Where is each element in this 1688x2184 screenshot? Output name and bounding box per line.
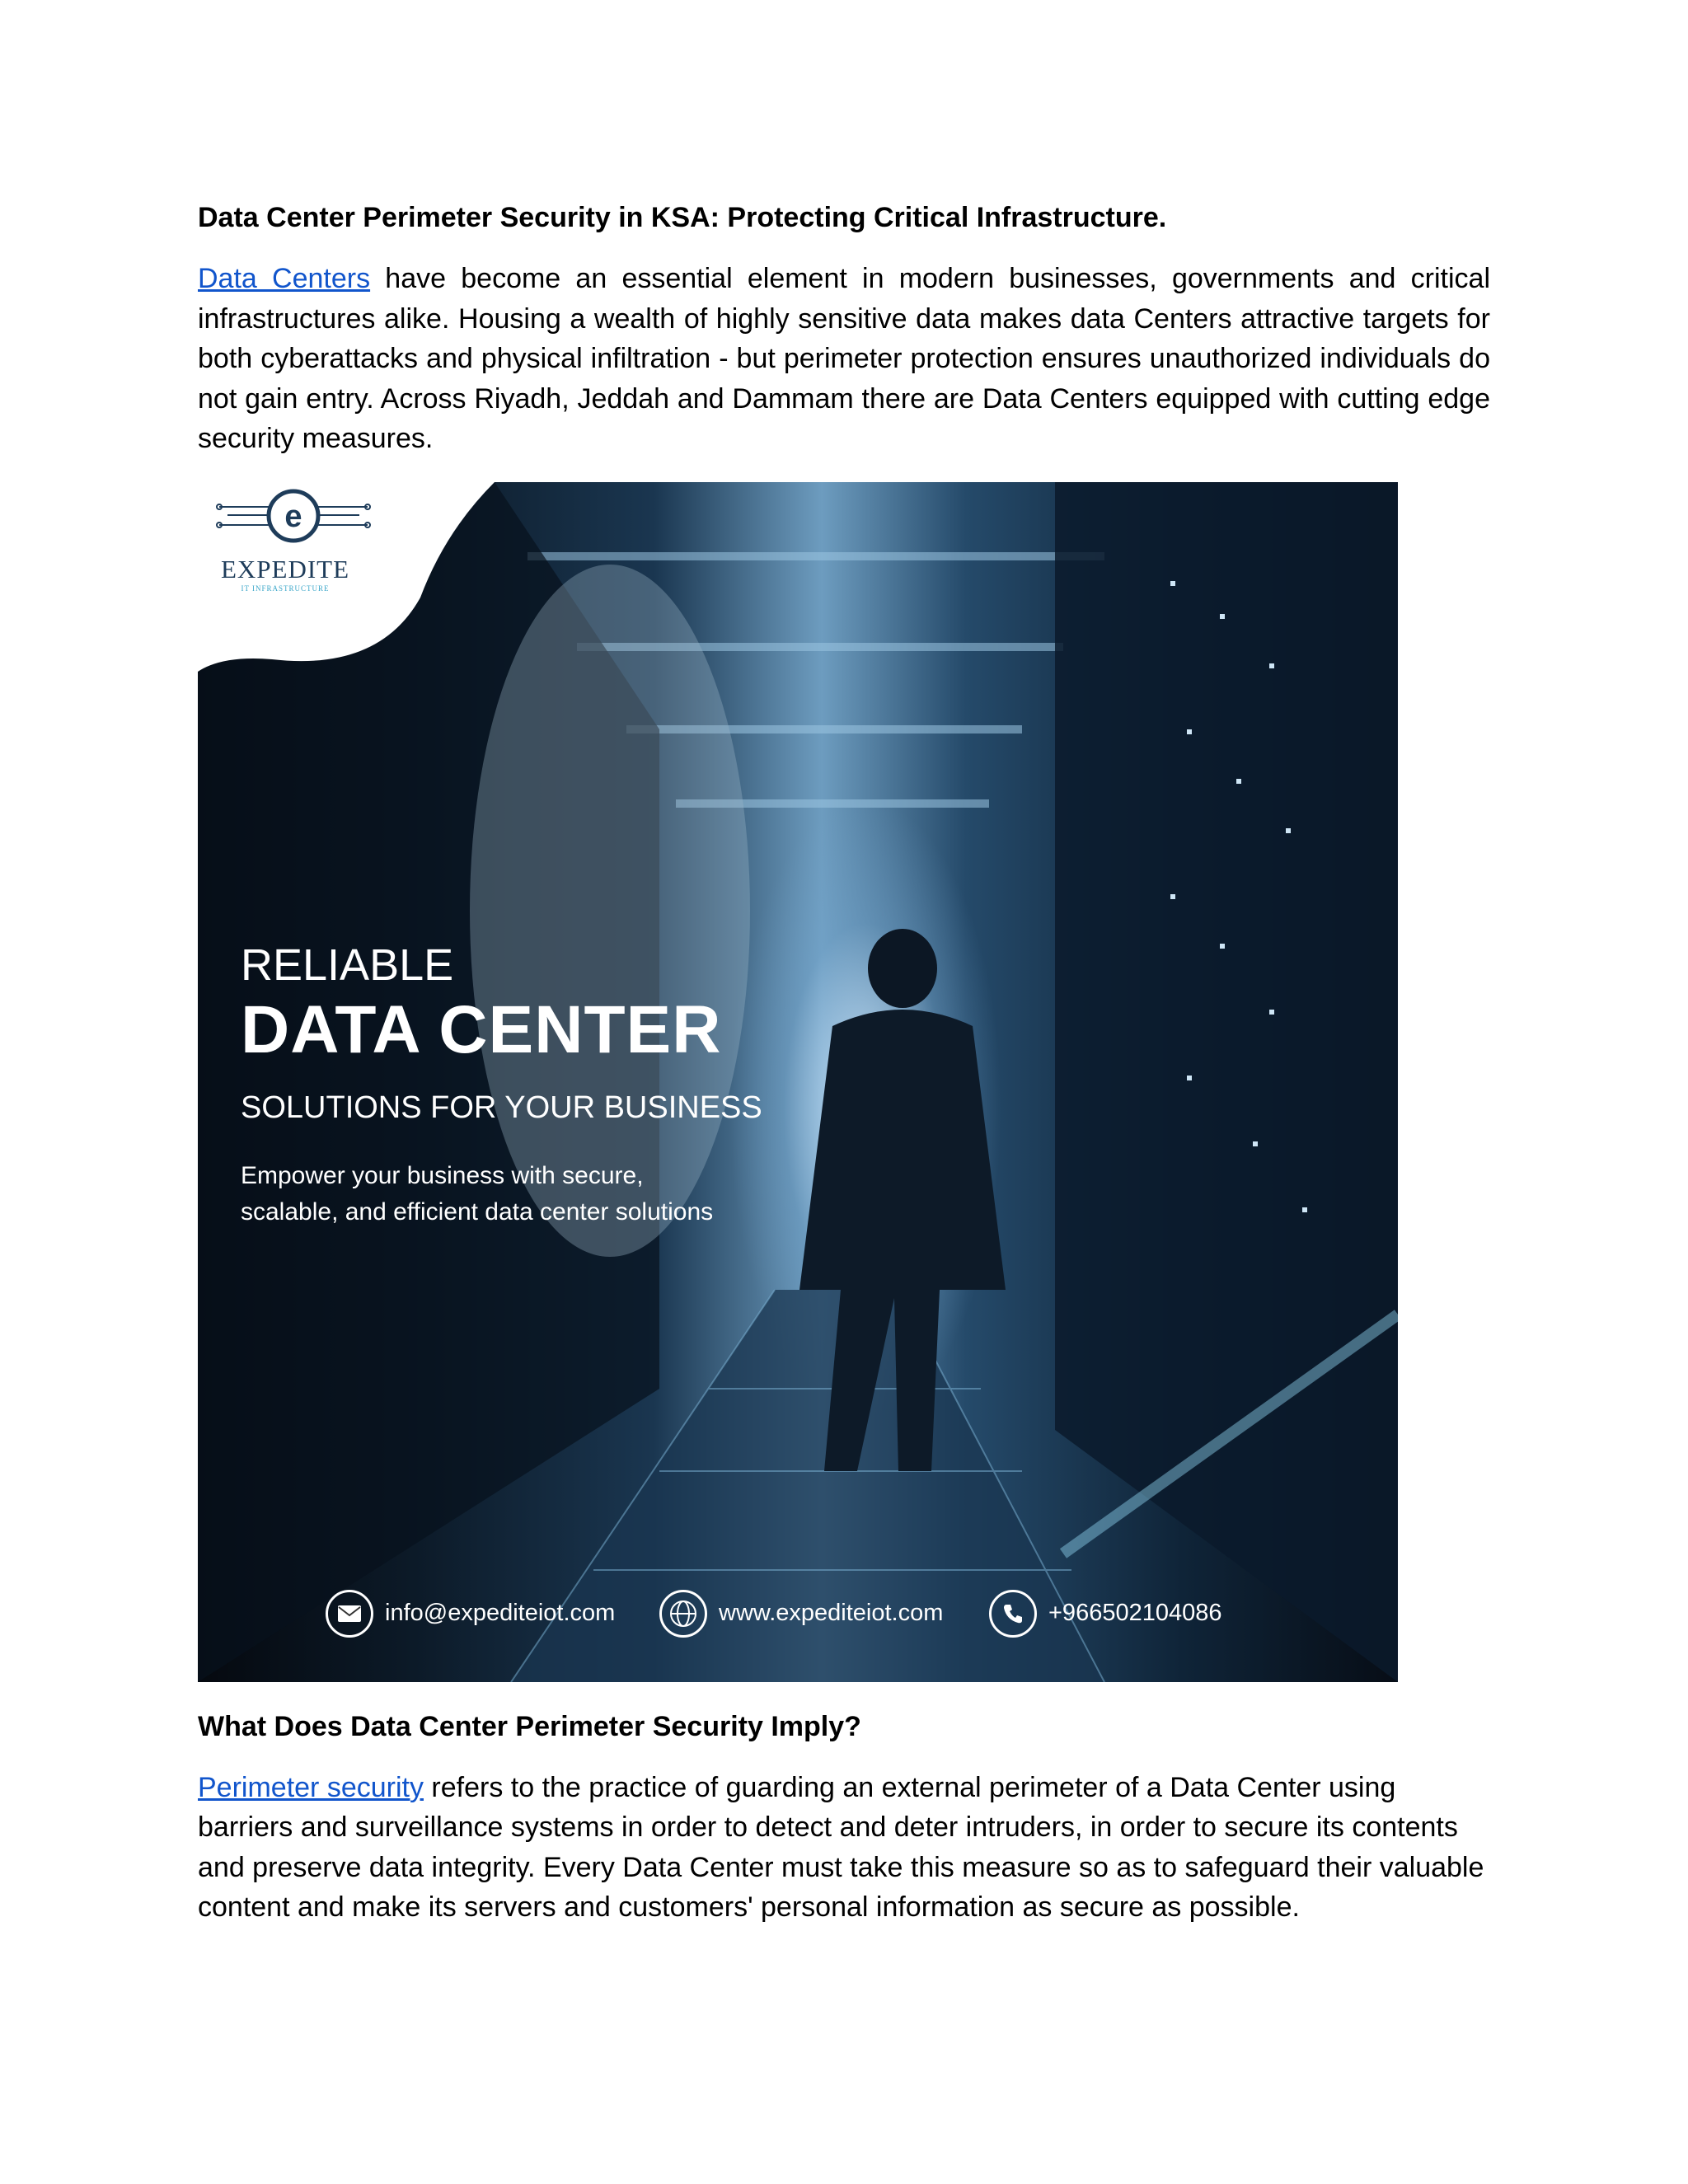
- expedite-logo-icon: [203, 482, 384, 556]
- section-paragraph: [198, 1768, 1490, 1928]
- banner-headline: DATA CENTER: [241, 991, 722, 1067]
- section-heading: What Does Data Center Perimeter Security Imply?: [198, 1710, 861, 1742]
- banner-line-reliable: RELIABLE: [241, 940, 454, 990]
- perimeter-security-link[interactable]: Perimeter security: [198, 1771, 424, 1803]
- data-centers-link[interactable]: Data Centers: [198, 263, 371, 294]
- email-text: info@expediteiot.com: [385, 1600, 616, 1626]
- svg-text:e: e: [284, 499, 302, 534]
- logo-wordmark: EXPEDITE: [220, 554, 350, 583]
- intro-paragraph: [198, 259, 1490, 459]
- logo-subtext: IT INFRASTRUCTURE: [241, 583, 330, 593]
- contact-email: [326, 1587, 615, 1640]
- article-body: [198, 198, 1490, 1928]
- contact-phone: [989, 1587, 1221, 1640]
- intro-text: have become an essential element in modern businesses, governments and critical infrastructures alike. Housing a wealth of highly sensitive data makes data Centers attractive targets for both cyberattacks and physical infiltration - but perimeter protection ensures unauthorized individuals do not gain entry. Across Riyadh, Jeddah and Dammam there are Data Centers equipped with cutting edge security measures.: [198, 263, 1490, 454]
- globe-icon: [659, 1590, 707, 1638]
- banner-desc-line-1: Empower your business with secure,: [241, 1161, 644, 1189]
- contact-website: [659, 1587, 943, 1640]
- phone-icon: [989, 1590, 1037, 1638]
- banner-description: [241, 1158, 818, 1230]
- website-text: www.expediteiot.com: [719, 1600, 944, 1626]
- article-title: Data Center Perimeter Security in KSA: Protecting Critical Infrastructure.: [198, 202, 1167, 233]
- phone-text: +966502104086: [1048, 1600, 1222, 1626]
- banner-desc-line-2: scalable, and efficient data center solutions: [241, 1197, 714, 1226]
- banner-subheadline: SOLUTIONS FOR YOUR BUSINESS: [241, 1090, 762, 1125]
- promo-banner-image: [198, 482, 1398, 1682]
- expedite-logo: [198, 482, 495, 672]
- section-text: refers to the practice of guarding an external perimeter of a Data Center using barriers and surveillance systems in order to detect and deter intruders, in order to secure its contents and preserve data integrity. Every Data Center must take this measure so as to safeguard their valuable content and make its servers and customers' personal information as secure as possible.: [198, 1771, 1484, 1923]
- envelope-icon: [326, 1590, 373, 1638]
